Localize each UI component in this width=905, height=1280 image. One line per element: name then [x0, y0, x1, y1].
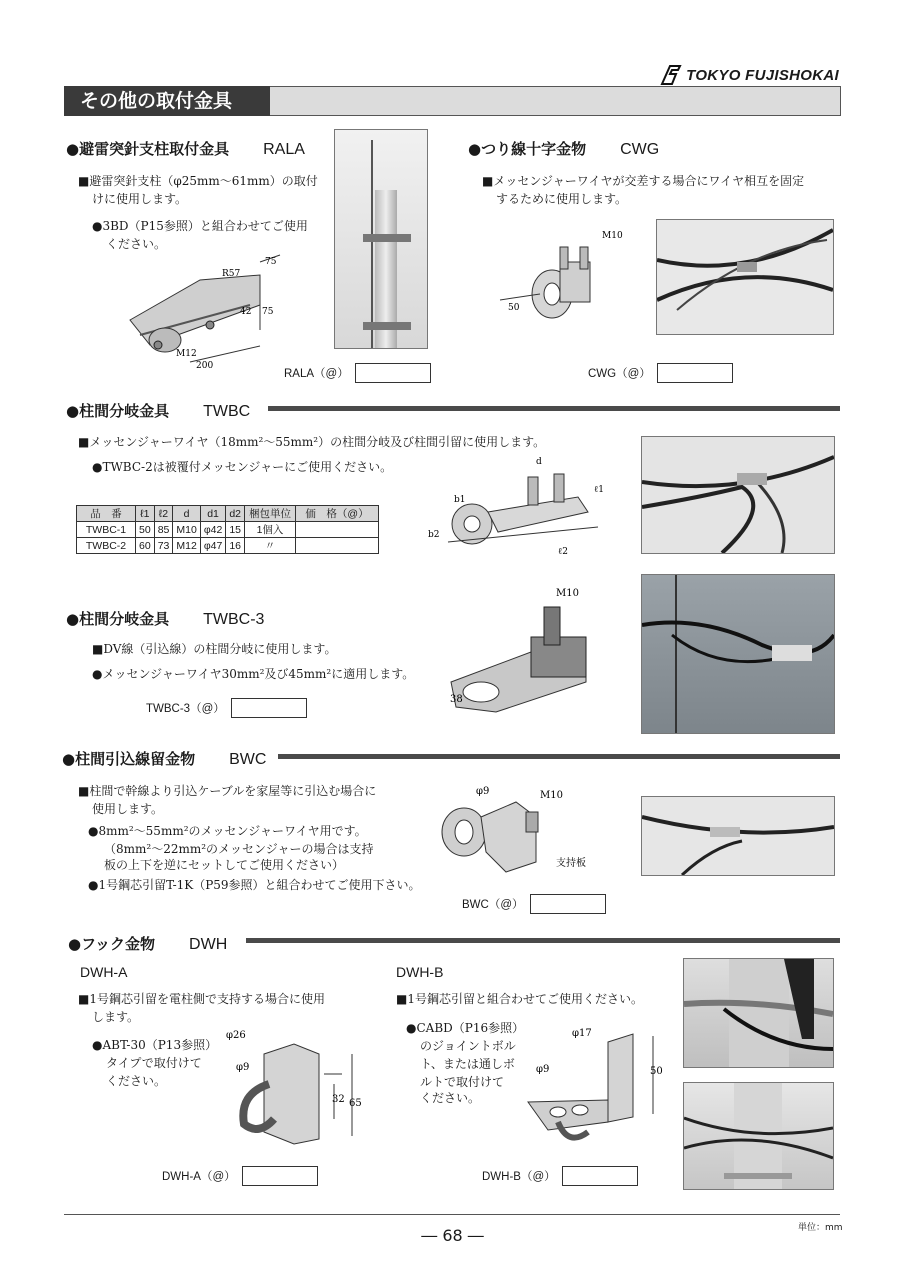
dwh-b-drawing	[518, 1022, 668, 1152]
unit-note: 単位：mm	[798, 1223, 843, 1233]
twbc-photo	[641, 436, 835, 554]
twbc-dim-d: d	[536, 457, 542, 467]
table-header-cell: d1	[200, 506, 226, 522]
twbc3-price-box	[231, 698, 307, 718]
twbc3-code: TWBC-3	[203, 611, 265, 628]
dwh-b-desc-1: ■1号鋼芯引留と組合わせてご使用ください。	[396, 992, 643, 1006]
cwg-order-label: CWG（@）	[588, 368, 651, 380]
rala-dim-r57: R57	[222, 269, 241, 279]
twbc-spec-table	[76, 505, 379, 554]
rala-dim-42: 42	[240, 307, 252, 317]
cwg-code: CWG	[620, 141, 660, 158]
table-cell: 60	[136, 538, 155, 554]
table-cell: TWBC-1	[77, 522, 136, 538]
rala-order-label: RALA（@）	[284, 368, 349, 380]
dwh-b-subtitle: DWH-B	[396, 964, 444, 980]
table-cell: 85	[154, 522, 173, 538]
rala-desc-2: けに使用します。	[92, 192, 188, 206]
cwg-price-box	[657, 363, 733, 383]
dwh-a-note-3: ください。	[106, 1074, 167, 1088]
bwc-dim-m10: M10	[540, 790, 563, 801]
cwg-desc-2: するために使用します。	[496, 192, 628, 206]
dwh-b-dim-50: 50	[650, 1066, 663, 1077]
twbc-dim-b1: b1	[454, 495, 466, 505]
table-header-cell: 価 格（@）	[296, 506, 379, 522]
rala-photo	[334, 129, 428, 349]
table-cell: φ47	[200, 538, 226, 554]
dwh-a-price-box	[242, 1166, 318, 1186]
company-logo-icon	[660, 64, 682, 86]
bwc-desc-2: 使用します。	[92, 802, 164, 816]
table-row	[77, 538, 379, 554]
twbc-note-1: ●TWBC-2は被覆付メッセンジャーにご使用ください。	[92, 460, 393, 474]
cwg-drawing	[490, 222, 640, 342]
table-header-cell: ℓ1	[136, 506, 155, 522]
rala-heading	[66, 138, 305, 159]
dwh-a-desc-1: ■1号鋼芯引留を電柱側で支持する場合に使用	[78, 992, 325, 1006]
bwc-order	[462, 894, 606, 914]
bwc-note-2: （8mm²～22mm²のメッセンジャーの場合は支持	[104, 842, 374, 856]
dwh-a-note-1: ●ABT-30（P13参照）	[92, 1038, 218, 1052]
cwg-heading	[468, 138, 659, 159]
twbc3-order	[146, 698, 307, 718]
table-header-cell: 梱包単位	[245, 506, 296, 522]
table-cell	[296, 522, 379, 538]
twbc-desc-1: ■メッセンジャーワイヤ（18mm²～55mm²）の柱間分岐及び柱間引留に使用します。	[78, 435, 546, 449]
dwh-a-photo	[683, 958, 834, 1068]
rala-desc-1: ■避雷突針支柱（φ25mm～61mm）の取付	[78, 174, 318, 188]
bwc-photo	[641, 796, 835, 876]
table-header-row	[77, 506, 379, 522]
rala-title: ●避雷突針支柱取付金具	[66, 140, 230, 158]
dwh-b-note-3: ト、または通しボ	[420, 1057, 515, 1071]
twbc-title: ●柱間分岐金具	[66, 402, 170, 420]
dwh-a-dim-phi9: φ9	[236, 1062, 250, 1073]
dwh-a-note-2: タイプで取付けて	[106, 1056, 202, 1070]
dwh-rule	[246, 938, 840, 943]
dwh-a-dim-phi26: φ26	[226, 1030, 246, 1041]
rala-order	[284, 363, 431, 383]
bwc-note-4: ●1号鋼芯引留T-1K（P59参照）と組合わせてご使用下さい。	[88, 878, 421, 892]
brand-name: TOKYO FUJISHOKAI	[686, 66, 839, 84]
dwh-b-dim-phi17: φ17	[572, 1028, 592, 1039]
twbc-code: TWBC	[203, 403, 251, 420]
twbc3-desc-1: ■DV線（引込線）の柱間分岐に使用します。	[92, 642, 337, 656]
table-cell: 16	[226, 538, 245, 554]
bwc-note-3: 板の上下を逆にセットしてご使用ください）	[104, 858, 345, 872]
rala-note-2: ください。	[106, 237, 167, 251]
dwh-a-subtitle: DWH-A	[80, 964, 128, 980]
dwh-b-photo	[683, 1082, 834, 1190]
bwc-note-1: ●8mm²～55mm²のメッセンジャーワイヤ用です。	[88, 824, 367, 838]
table-cell: 73	[154, 538, 173, 554]
table-header-cell: d	[173, 506, 200, 522]
twbc3-drawing	[436, 582, 606, 722]
twbc-rule	[268, 406, 840, 411]
table-row	[77, 522, 379, 538]
rala-code: RALA	[263, 141, 305, 158]
table-cell	[296, 538, 379, 554]
rala-dim-m12: M12	[176, 349, 197, 359]
bwc-order-label: BWC（@）	[462, 899, 524, 911]
dwh-a-drawing	[224, 1024, 364, 1154]
page-number: ― 68 ―	[421, 1226, 484, 1245]
dwh-b-order-label: DWH-B（@）	[482, 1171, 556, 1183]
bwc-heading	[62, 748, 266, 769]
dwh-a-dim-65: 65	[349, 1098, 362, 1109]
footer-divider	[64, 1214, 840, 1215]
bwc-dim-plate: 支持板	[556, 858, 586, 869]
twbc3-photo	[641, 574, 835, 734]
rala-dim-200: 200	[196, 361, 214, 371]
table-cell: 1個入	[245, 522, 296, 538]
bwc-title: ●柱間引込線留金物	[62, 750, 196, 768]
dwh-b-price-box	[562, 1166, 638, 1186]
rala-dim-75a: 75	[265, 257, 277, 267]
twbc3-heading	[66, 608, 264, 629]
dwh-b-note-1: ●CABD（P16参照）	[406, 1021, 525, 1035]
bwc-desc-1: ■柱間で幹線より引込ケーブルを家屋等に引込む場合に	[78, 784, 377, 798]
table-cell: φ42	[200, 522, 226, 538]
twbc-dim-l1: ℓ1	[594, 485, 605, 495]
dwh-b-dim-phi9: φ9	[536, 1064, 550, 1075]
bwc-rule	[278, 754, 840, 759]
bwc-dim-phi9: φ9	[476, 786, 490, 797]
table-header-cell: d2	[226, 506, 245, 522]
twbc3-order-label: TWBC-3（@）	[146, 703, 225, 715]
cwg-dim-m10: M10	[602, 231, 623, 241]
table-header-cell: 品 番	[77, 506, 136, 522]
cwg-order	[588, 363, 733, 383]
table-cell: M12	[173, 538, 200, 554]
table-cell: TWBC-2	[77, 538, 136, 554]
table-cell: M10	[173, 522, 200, 538]
dwh-b-note-4: ルトで取付けて	[420, 1075, 505, 1089]
cwg-photo	[656, 219, 834, 335]
dwh-b-note-2: のジョイントボル	[420, 1039, 516, 1053]
dwh-a-desc-2: します。	[92, 1010, 140, 1024]
cwg-dim-50: 50	[508, 303, 520, 313]
dwh-b-order	[482, 1166, 638, 1186]
brand	[660, 64, 839, 86]
twbc3-note-1: ●メッセンジャーワイヤ30mm²及び45mm²に適用します。	[92, 667, 415, 681]
dwh-a-dim-32: 32	[332, 1094, 345, 1105]
table-cell: 〃	[245, 538, 296, 554]
twbc-dim-l2: ℓ2	[558, 547, 569, 557]
dwh-a-order	[162, 1166, 318, 1186]
dwh-b-note-5: ください。	[420, 1091, 481, 1105]
cwg-title: ●つり線十字金物	[468, 140, 587, 158]
page-title: その他の取付金具	[64, 86, 270, 116]
dwh-title: ●フック金物	[68, 935, 156, 953]
twbc-drawing	[428, 452, 618, 572]
twbc3-dim-m10: M10	[556, 588, 579, 599]
dwh-heading	[68, 933, 227, 954]
twbc-heading	[66, 400, 250, 421]
bwc-price-box	[530, 894, 606, 914]
twbc3-dim-38: 38	[450, 694, 463, 705]
cwg-desc-1: ■メッセンジャーワイヤが交差する場合にワイヤ相互を固定	[482, 174, 805, 188]
dwh-a-order-label: DWH-A（@）	[162, 1171, 236, 1183]
rala-dim-75b: 75	[262, 307, 274, 317]
dwh-code: DWH	[189, 936, 228, 953]
bwc-code: BWC	[229, 751, 267, 768]
table-cell: 15	[226, 522, 245, 538]
twbc3-title: ●柱間分岐金具	[66, 610, 170, 628]
table-cell: 50	[136, 522, 155, 538]
bwc-drawing	[436, 782, 596, 882]
rala-drawing	[110, 250, 295, 372]
rala-note-1: ●3BD（P15参照）と組合わせてご使用	[92, 219, 308, 233]
rala-price-box	[355, 363, 431, 383]
table-header-cell: ℓ2	[154, 506, 173, 522]
twbc-dim-b2: b2	[428, 530, 440, 540]
